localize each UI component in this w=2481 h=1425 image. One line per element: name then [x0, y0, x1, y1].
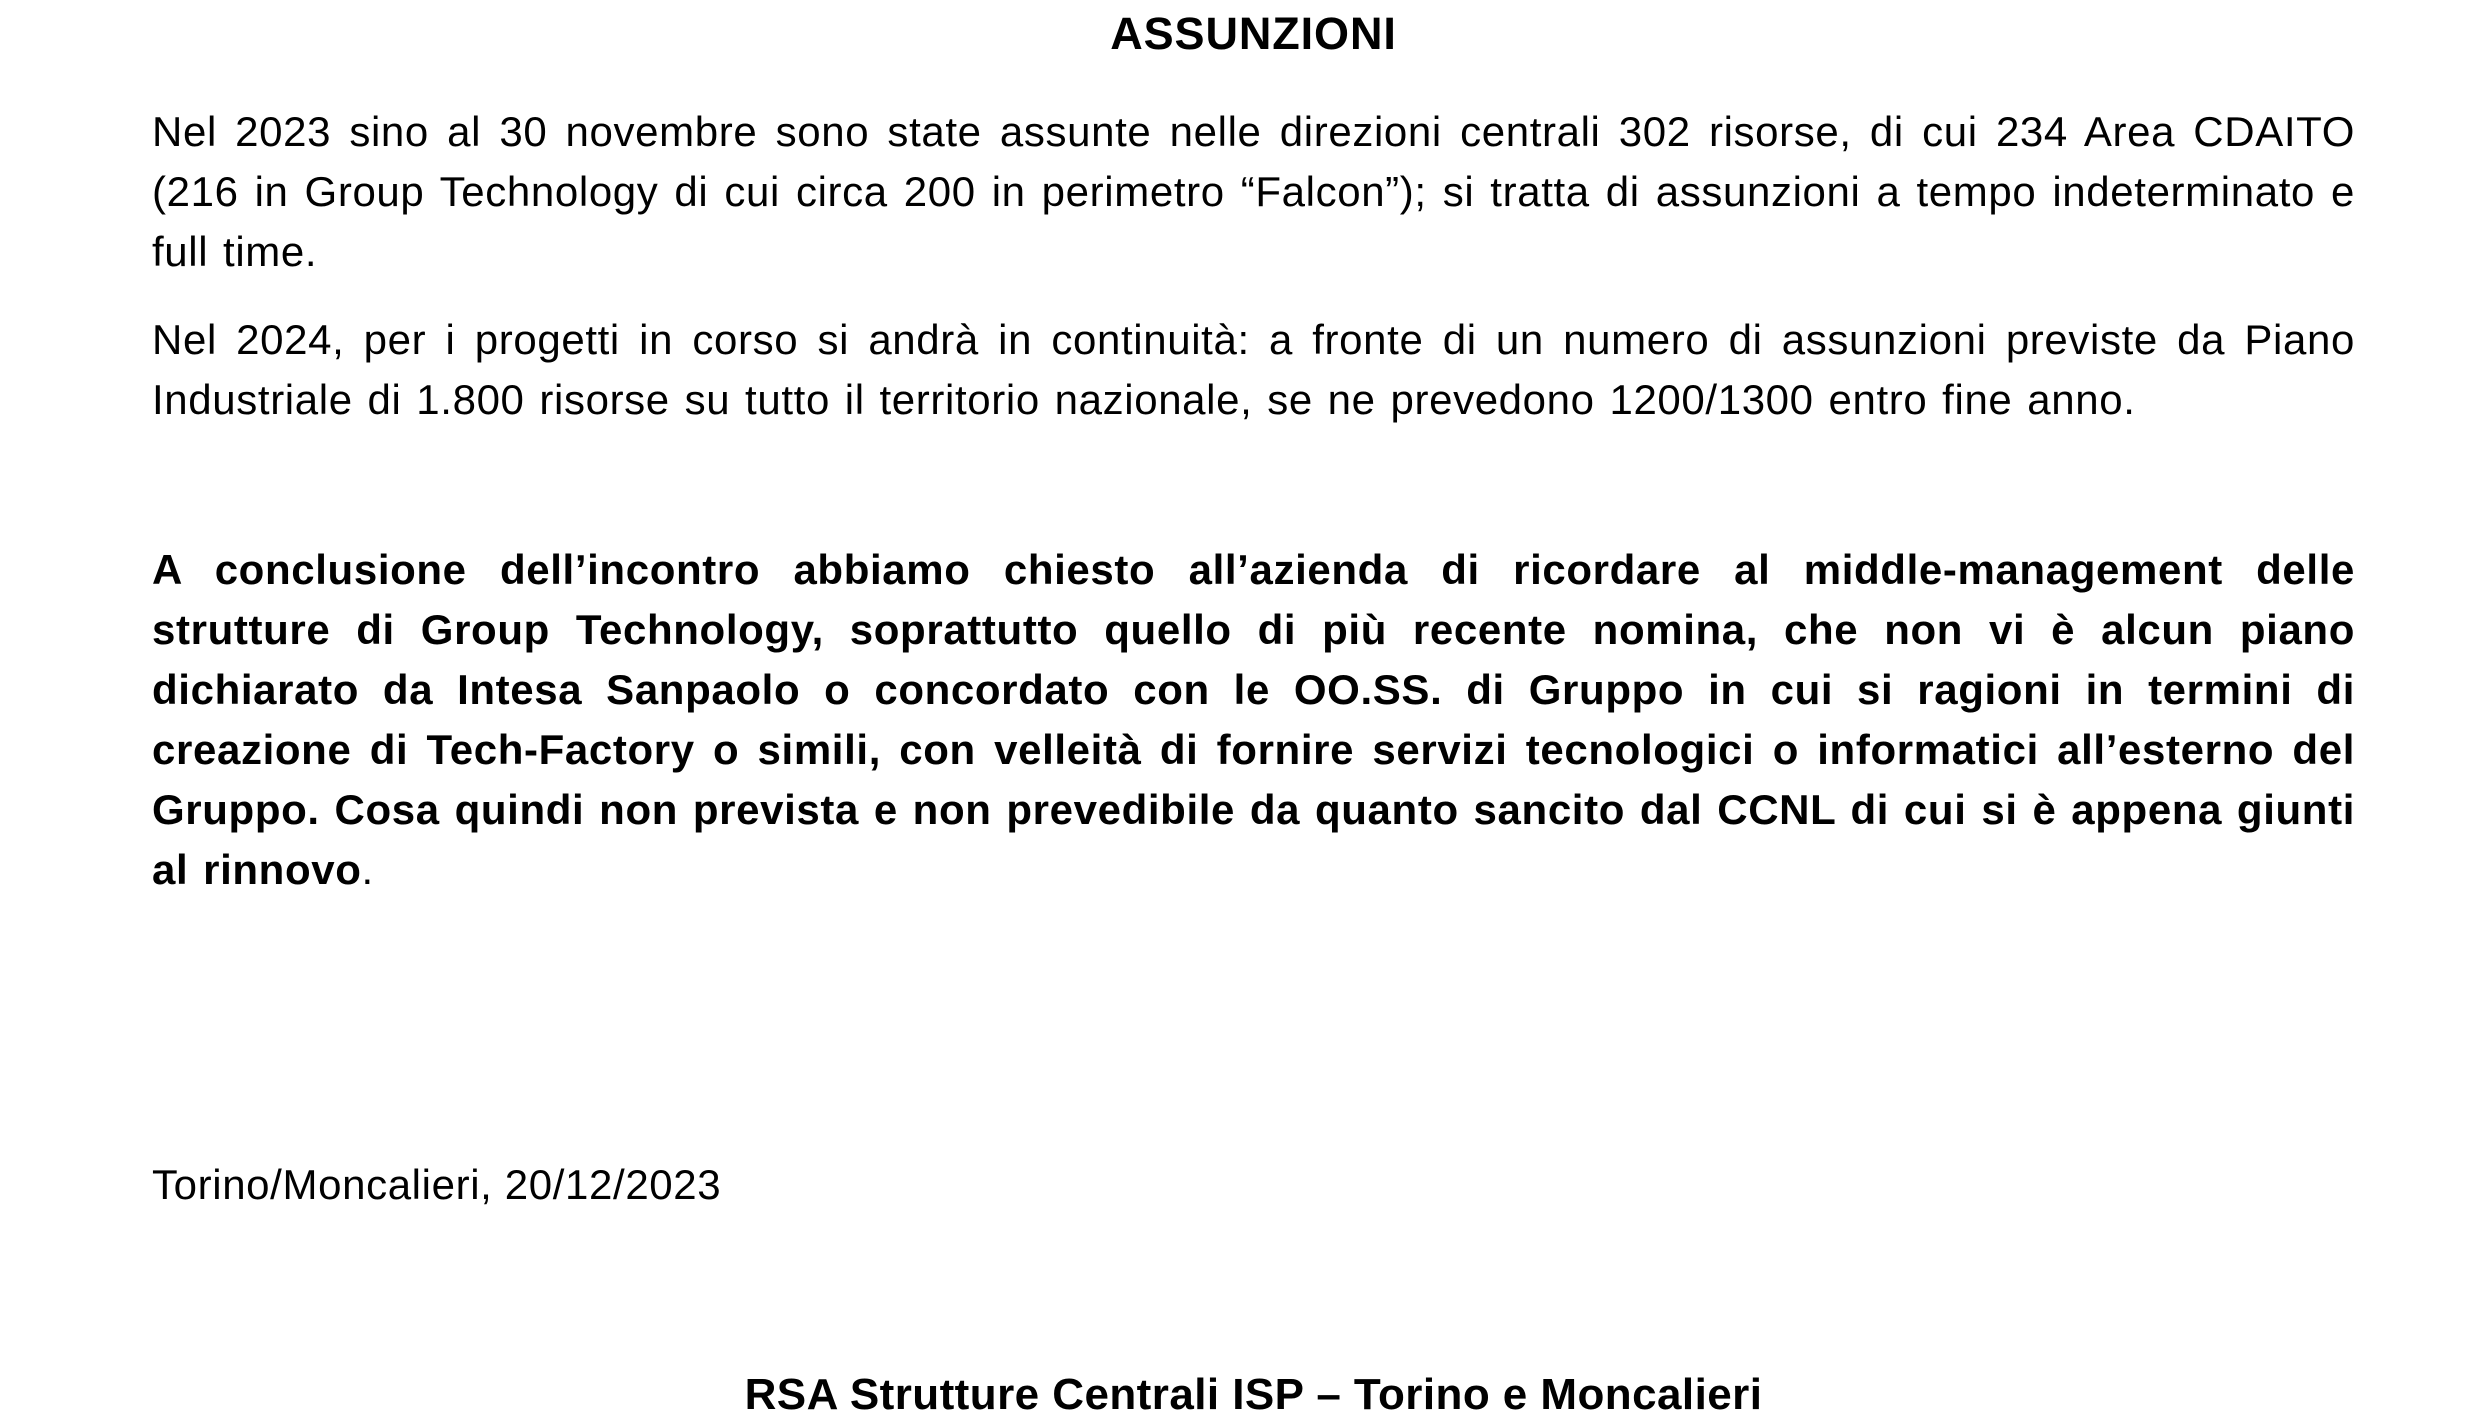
conclusion-text: A conclusione dell’incontro abbiamo chiesto all’azienda di ricordare al middle-management delle strutture di Group Technology, soprattutto quello di più recente nomina, che non vi è alcun piano dichiarato da Intesa Sanpaolo o concordato con le OO.SS. di Gruppo in cui si ragioni in termini di creazione di Tech-Factory o simili, con velleità di fornire servizi tecnologici o informatici all’esterno del Gruppo. Cosa quindi non prevista e non prevedibile da quanto sancito dal CCNL di cui si è appena giunti al rinnovo	[152, 546, 2355, 893]
paragraph-hirings-2023: Nel 2023 sino al 30 novembre sono state assunte nelle direzioni centrali 302 risorse, di cui 234 Area CDAITO (216 in Group Technology di cui circa 200 in perimetro “Falcon”); si tratta di assunzioni a tempo indeterminato e full time.	[152, 108, 2355, 275]
dateline: Torino/Moncalieri, 20/12/2023	[152, 1161, 722, 1208]
paragraph-hirings-2024: Nel 2024, per i progetti in corso si andrà in continuità: a fronte di un numero di assunzioni previste da Piano Industriale di 1.800 risorse su tutto il territorio nazionale, se ne prevedono 1200/1300 entro fine anno.	[152, 316, 2355, 423]
page-title: ASSUNZIONI	[1110, 8, 1397, 59]
paragraph-conclusion-bold	[152, 540, 2355, 900]
conclusion-closing-period: .	[361, 846, 374, 893]
signature-line: RSA Strutture Centrali ISP – Torino e Moncalieri	[744, 1370, 1763, 1419]
